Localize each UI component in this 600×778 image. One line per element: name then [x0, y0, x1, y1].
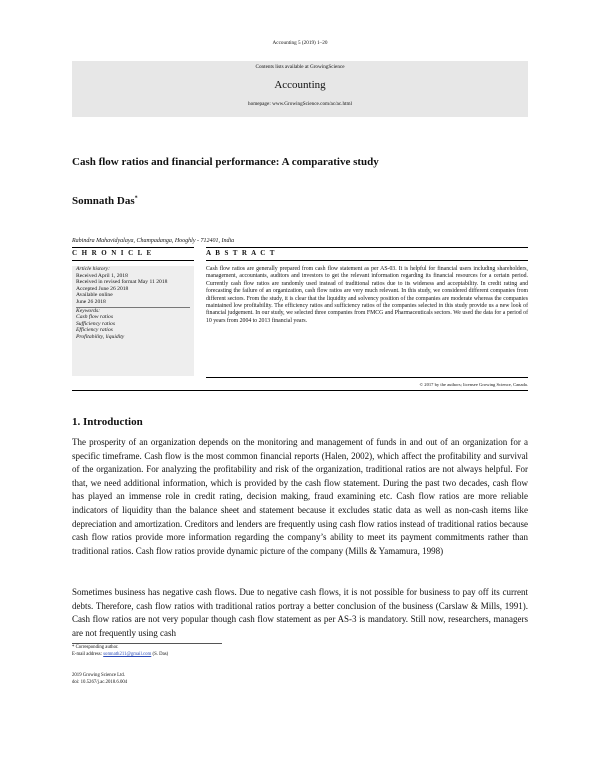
author-text: Somnath Das: [72, 195, 135, 207]
journal-name: Accounting: [274, 79, 326, 91]
doi-line: doi: 10.5267/j.ac.2018.6.004: [72, 680, 128, 685]
affiliation: Rabindra Mahavidyalaya, Champadanga, Hooghly - 712401, India: [72, 238, 235, 244]
chronicle-bottom-rule: [72, 260, 194, 261]
email-link[interactable]: somnath211@gmail.com: [103, 652, 152, 657]
abstract-end-rule: [206, 377, 528, 378]
intro-paragraph-1: The prosperity of an organization depends on the monitoring and management of funds in and out of an organization for a specific timeframe. Cash flow is the most common financial reports (Halen, 2002), which affect the profitability and survival of the organization. For analyzing the profitability and risk of the organization, traditional ratios are not always helpful. For that, we need additional information, which is provided by the cash flow statement. During the past two decades, cash flow has played an immense role in credit rating, decision making, fraud examining etc. Cash flow ratios are more reliable indicators of liquidity than the balance sheet and statement because it excludes static data as well as non-cash items like depreciation and amortization. Creditors and lenders are frequently using cash flow ratios instead of traditional ratios because cash flow ratios provide more information regarding the company’s ability to meet its payment commitments rather than traditional ratios. Cash flow ratios provide dynamic picture of the company (Mills & Yamamura, 1998): [72, 437, 528, 556]
abstract-text: Cash flow ratios are generally prepared from cash flow statement as per AS-03. It is helpful for financial users including shareholders, management, accountants, auditors and investors to get the relevant information regarding its financial resources for a certain period. Currently cash flow ratios are randomly used instead of traditional ratios due to its wideness and acceptability. In credit rating and forecasting the failure of an organization, cash flow ratios are very much relevant. In this study, we considered different companies from different sectors. From the study, it is clear that the liquidity and solvency position of the companies are moderate whereas the companies maintained low profitability. The efficiency ratios and sufficiency ratios of the companies selected in this study provide us a new look of financial judgement. In our study, we selected three companies from FMCG and Pharmaceuticals sectors. We used the data for a period of 10 years from 2004 to 2013 financial years.: [206, 266, 528, 324]
history-item: Accepted June 26 2018: [76, 285, 129, 292]
publisher-line: 2019 Growing Science Ltd.: [72, 673, 126, 678]
history-item: Available online: [76, 292, 113, 299]
journal-banner: [72, 61, 528, 117]
author-mark: *: [134, 195, 138, 202]
history-label: Article history:: [76, 266, 111, 272]
keyword-item: Efficiency ratios: [76, 327, 113, 334]
journal-homepage[interactable]: homepage: www.GrowingScience.com/ac/ac.html: [248, 101, 352, 107]
running-head: Accounting 5 (2019) 1–20: [272, 40, 328, 46]
contents-line: Contents lists available at GrowingScience: [255, 64, 345, 70]
history-item: Received in revised format May 11 2018: [76, 279, 168, 286]
copyright: © 2017 by the authors; licensee Growing Science, Canada.: [419, 382, 528, 387]
email-note: [72, 652, 168, 658]
keyword-item: Cash flow ratios: [76, 314, 113, 321]
abstract-heading: A B S T R A C T: [206, 249, 276, 257]
section-heading: 1. Introduction: [72, 416, 143, 428]
footnote-rule: [72, 643, 222, 644]
keyword-item: Sufficiency ratios: [76, 320, 115, 327]
history-item: Received April 1, 2018: [76, 272, 128, 279]
intro-paragraph-2: Sometimes business has negative cash flows. Due to negative cash flows, it is not possible for business to pay off its current debts. Therefore, cash flow ratios with traditional ratios portray a better conclusion of the business (Carslaw & Mills, 1991). Cash flow ratios are not very popular though cash flow statement as per AS-3 is mandatory. Still now, researchers, managers are not frequently using cash: [72, 587, 528, 638]
corresponding-note: * Corresponding author.: [72, 645, 119, 650]
chronicle-top-rule: [72, 247, 194, 248]
email-suffix: (S. Das): [152, 652, 169, 657]
article-title: Cash flow ratios and financial performance: A comparative study: [72, 156, 379, 168]
keyword-item: Profitability, liquidity: [76, 333, 125, 340]
chronicle-heading: C H R O N I C L E: [72, 249, 153, 257]
history-item: June 26 2018: [76, 298, 106, 305]
keywords-label: Keywords:: [76, 307, 190, 315]
author-name: [72, 195, 138, 207]
article-info-box: [72, 266, 194, 376]
email-label: E-mail address:: [72, 652, 102, 657]
abstract-bottom-rule: [206, 260, 528, 261]
abstract-top-rule: [206, 247, 528, 248]
frontmatter-end-rule: [72, 390, 528, 391]
